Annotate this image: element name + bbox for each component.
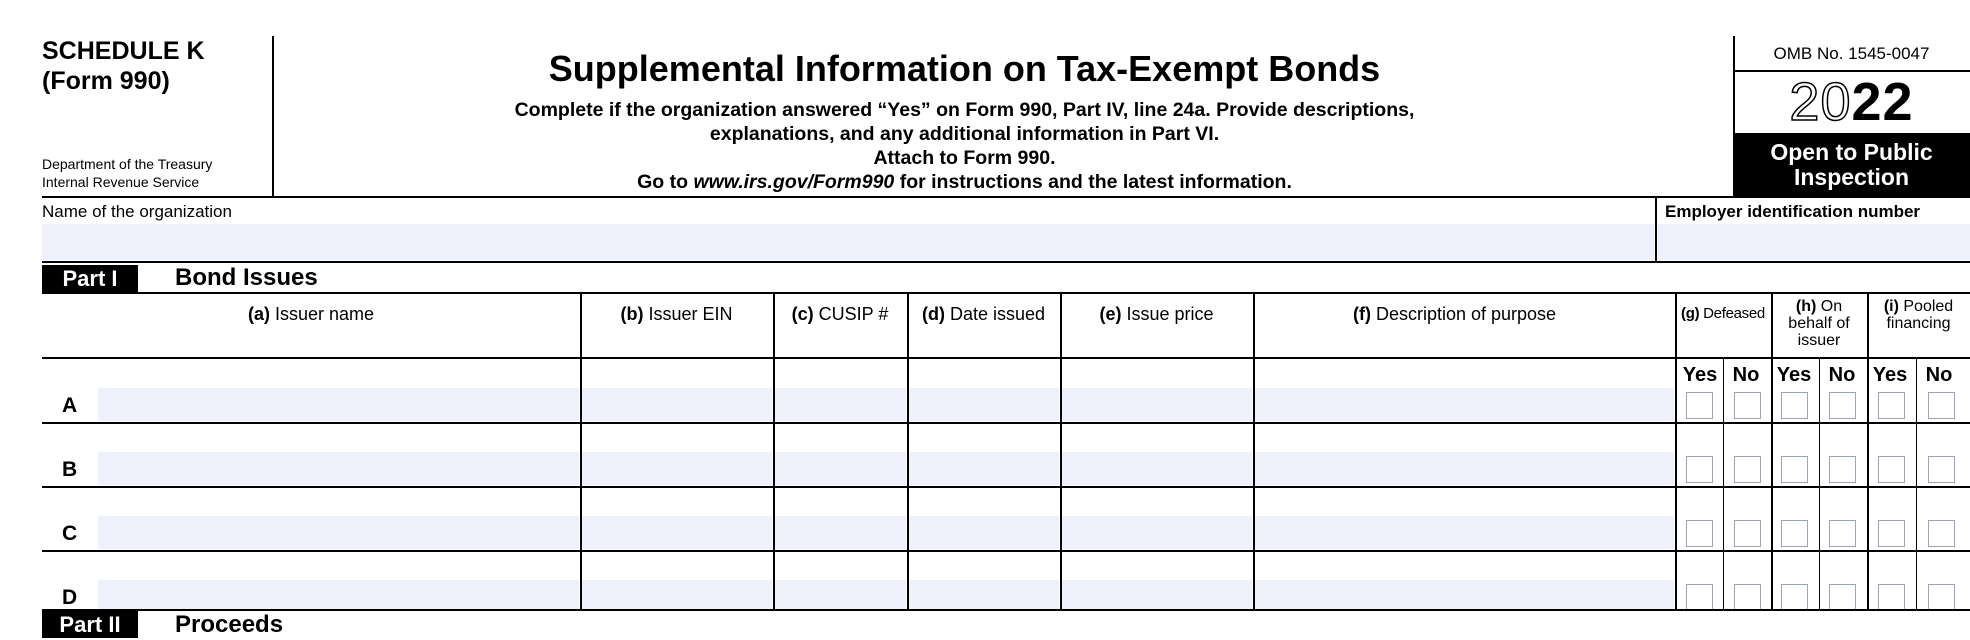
row-d-rule [42, 609, 1970, 611]
col-divider-i [1867, 293, 1869, 610]
open-to-public-inspection: Open to Public Inspection [1733, 133, 1970, 196]
col-c-header: (c) CUSIP # [791, 304, 889, 324]
row-a-issuer-ein[interactable] [582, 388, 772, 421]
col-f-header: (f) Description of purpose [1352, 304, 1557, 324]
col-divider-g-yn [1723, 358, 1724, 610]
row-c-issuer-ein[interactable] [582, 516, 772, 549]
ein-divider [1655, 198, 1657, 262]
row-d-issuer-ein[interactable] [582, 580, 772, 609]
row-d-pooled-yes-checkbox[interactable] [1878, 584, 1905, 611]
row-a-behalf-yes-checkbox[interactable] [1781, 392, 1808, 419]
row-d-date-issued[interactable] [909, 580, 1059, 609]
row-d-defeased-yes-checkbox[interactable] [1686, 584, 1713, 611]
row-b-pooled-yes-checkbox[interactable] [1878, 456, 1905, 483]
omb-number: OMB No. 1545-0047 [1773, 44, 1930, 63]
row-c-cusip[interactable] [775, 516, 906, 549]
schedule-line1: SCHEDULE K [42, 37, 205, 65]
row-b-description[interactable] [1255, 452, 1674, 485]
part1-label: Part I [42, 265, 138, 292]
col-i-no: No [1925, 364, 1953, 386]
row-d-issue-price[interactable] [1062, 580, 1252, 609]
department-line1: Department of the Treasury [42, 156, 213, 172]
col-divider-h-yn [1819, 358, 1820, 610]
col-h-yes: Yes [1776, 364, 1812, 386]
row-d-issuer-name[interactable] [98, 580, 579, 609]
row-c-defeased-yes-checkbox[interactable] [1686, 520, 1713, 547]
col-g-header: (g) Defeased [1681, 305, 1765, 322]
row-c-rule [42, 550, 1970, 552]
row-c-pooled-no-checkbox[interactable] [1928, 520, 1955, 547]
row-b-pooled-no-checkbox[interactable] [1928, 456, 1955, 483]
row-a-pooled-no-checkbox[interactable] [1928, 392, 1955, 419]
col-i-header: (i) Pooled financing [1883, 298, 1954, 332]
department-line2: Internal Revenue Service [42, 174, 200, 190]
row-label-a: A [62, 394, 78, 417]
row-d-behalf-no-checkbox[interactable] [1829, 584, 1856, 611]
col-b-header: (b) Issuer EIN [620, 304, 733, 324]
row-b-issuer-ein[interactable] [582, 452, 772, 485]
row-b-behalf-no-checkbox[interactable] [1829, 456, 1856, 483]
row-d-defeased-no-checkbox[interactable] [1734, 584, 1761, 611]
row-a-date-issued[interactable] [909, 388, 1059, 421]
schedule-line2: (Form 990) [42, 67, 170, 95]
row-a-defeased-no-checkbox[interactable] [1734, 392, 1761, 419]
row-a-defeased-yes-checkbox[interactable] [1686, 392, 1713, 419]
row-c-behalf-no-checkbox[interactable] [1829, 520, 1856, 547]
col-i-yes: Yes [1872, 364, 1908, 386]
form-title: Supplemental Information on Tax-Exempt Bonds [548, 48, 1381, 89]
year-bold: 22 [1851, 72, 1914, 132]
row-a-behalf-no-checkbox[interactable] [1829, 392, 1856, 419]
row-c-pooled-yes-checkbox[interactable] [1878, 520, 1905, 547]
col-h-no: No [1828, 364, 1856, 386]
header-bottom-rule [42, 196, 1970, 198]
form-instructions [272, 98, 1657, 194]
row-d-behalf-yes-checkbox[interactable] [1781, 584, 1808, 611]
org-bottom-rule [42, 261, 1970, 263]
row-c-date-issued[interactable] [909, 516, 1059, 549]
row-a-pooled-yes-checkbox[interactable] [1878, 392, 1905, 419]
row-b-date-issued[interactable] [909, 452, 1059, 485]
row-label-c: C [62, 522, 78, 545]
col-d-header: (d) Date issued [921, 304, 1046, 324]
row-c-issue-price[interactable] [1062, 516, 1252, 549]
ein-field[interactable] [1658, 224, 1970, 260]
col-a-header: (a) Issuer name [247, 304, 375, 324]
row-b-defeased-no-checkbox[interactable] [1734, 456, 1761, 483]
row-b-issue-price[interactable] [1062, 452, 1252, 485]
part1-top-rule [42, 292, 1970, 294]
row-a-rule [42, 422, 1970, 424]
row-label-b: B [62, 458, 78, 481]
row-c-description[interactable] [1255, 516, 1674, 549]
instr-line1: Complete if the organization answered “Yes” on Form 990, Part IV, line 24a. Provide descriptions, [514, 99, 1415, 121]
row-b-rule [42, 486, 1970, 488]
department [42, 155, 212, 191]
year-outline: 20 [1789, 72, 1852, 132]
schedule-name [42, 36, 205, 96]
row-d-pooled-no-checkbox[interactable] [1928, 584, 1955, 611]
row-c-behalf-yes-checkbox[interactable] [1781, 520, 1808, 547]
col-e-header: (e) Issue price [1099, 304, 1214, 324]
col-divider-i-yn [1916, 358, 1917, 610]
col-g-yes: Yes [1682, 364, 1718, 386]
column-header-rule [42, 357, 1970, 359]
instr-line2: explanations, and any additional information in Part VI. [709, 123, 1220, 145]
part2-title: Proceeds [175, 611, 284, 638]
ein-label: Employer identification number [1665, 202, 1921, 221]
org-name-label: Name of the organization [42, 202, 232, 221]
col-divider-h [1771, 293, 1773, 610]
part2-label: Part II [42, 611, 138, 638]
row-a-cusip[interactable] [775, 388, 906, 421]
row-b-issuer-name[interactable] [98, 452, 579, 485]
row-c-issuer-name[interactable] [98, 516, 579, 549]
org-name-field[interactable] [42, 224, 1654, 260]
col-h-header: (h) On behalf of issuer [1788, 298, 1850, 349]
row-b-defeased-yes-checkbox[interactable] [1686, 456, 1713, 483]
row-b-cusip[interactable] [775, 452, 906, 485]
col-g-no: No [1732, 364, 1760, 386]
row-d-description[interactable] [1255, 580, 1674, 609]
irs-link[interactable]: www.irs.gov/Form990 [693, 171, 895, 193]
tax-year [1733, 72, 1970, 132]
instr-line4: Go to www.irs.gov/Form990 for instructions and the latest information. [637, 171, 1292, 193]
row-a-issuer-name[interactable] [98, 388, 579, 421]
row-d-cusip[interactable] [775, 580, 906, 609]
row-b-behalf-yes-checkbox[interactable] [1781, 456, 1808, 483]
instr-line3: Attach to Form 990. [873, 147, 1056, 169]
row-c-defeased-no-checkbox[interactable] [1734, 520, 1761, 547]
row-a-issue-price[interactable] [1062, 388, 1252, 421]
col-divider-g [1675, 293, 1677, 610]
row-a-description[interactable] [1255, 388, 1674, 421]
part1-title: Bond Issues [175, 264, 318, 291]
row-label-d: D [62, 586, 78, 609]
